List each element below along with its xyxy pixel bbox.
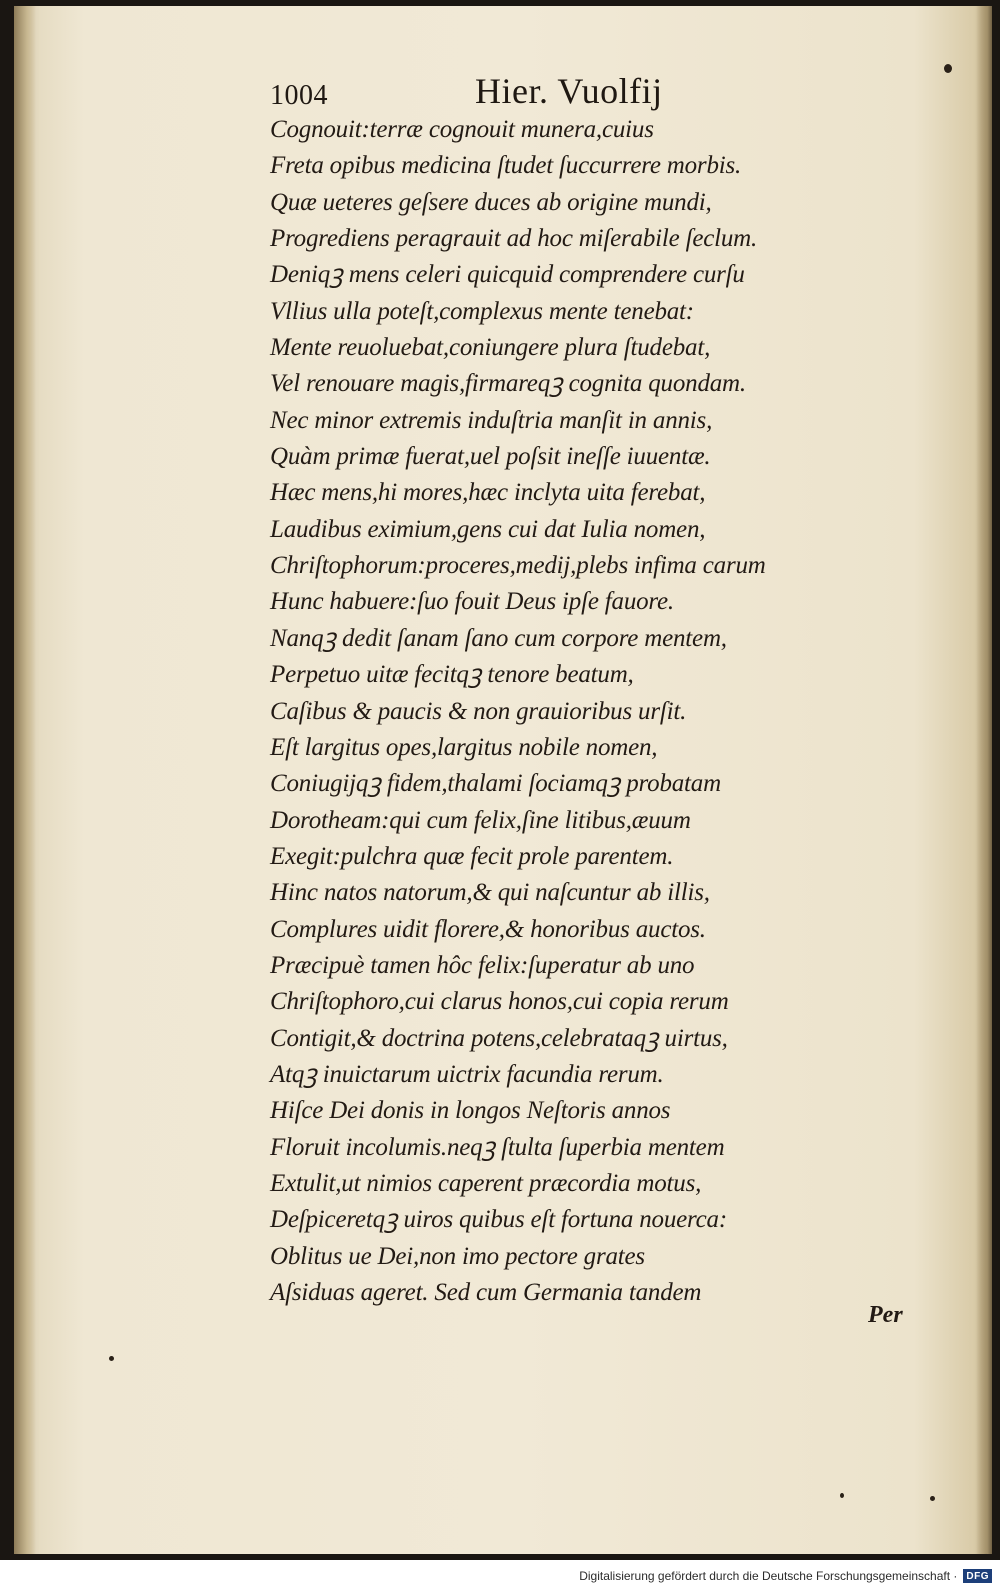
verse-line: Præcipuè tamen hôc felix:ſuperatur ab uno (270, 951, 695, 979)
verse-line: Dorotheam:qui cum felix,ſine litibus,æuum (270, 806, 691, 834)
ink-speck (944, 64, 952, 73)
verse-line: Quàm primæ fuerat,uel poſsit ineſſe iuuentæ. (270, 443, 711, 471)
verse-line: Hæc mens,hi mores,hæc inclyta uita ferebat, (270, 479, 706, 507)
verse-line: Freta opibus medicina ſtudet ſuccurrere morbis. (270, 152, 742, 180)
dfg-logo: DFG (963, 1569, 992, 1583)
verse-line: Contigit,& doctrina potens,celebrataqꝫ uirtus, (270, 1024, 728, 1052)
footer-credit-text: Digitalisierung gefördert durch die Deutsche Forschungsgemeinschaft · (579, 1569, 958, 1583)
verse-line: Hinc natos natorum,& qui naſcuntur ab illis, (270, 879, 710, 907)
verse-line: Nec minor extremis induſtria manſit in annis, (270, 406, 713, 434)
verse-line: Chriſtophoro,cui clarus honos,cui copia rerum (270, 988, 729, 1016)
footer-credit (579, 1566, 992, 1586)
ink-speck (930, 1496, 935, 1501)
verse-line: Oblitus ue Dei,non imo pectore grates (270, 1242, 645, 1270)
verse-line: Eſt largitus opes,largitus nobile nomen, (270, 733, 658, 761)
page-number: 1004 (270, 80, 328, 111)
verse-line: Perpetuo uitæ fecitqꝫ tenore beatum, (270, 661, 634, 689)
verse-line: Complures uidit florere,& honoribus auctos. (270, 915, 706, 943)
verse-line: Exegit:pulchra quæ fecit prole parentem. (270, 842, 674, 870)
verse-line: Quæ ueteres geſsere duces ab origine mundi, (270, 188, 712, 216)
ink-speck (109, 1356, 114, 1361)
verse-line: Caſibus & paucis & non grauioribus urſit. (270, 697, 687, 725)
page-header (270, 70, 690, 116)
verse-line: Mente reuoluebat,coniungere plura ſtudebat, (270, 334, 711, 362)
verse-line: Progrediens peragrauit ad hoc miſerabile ſeclum. (270, 225, 758, 253)
verse-line: Extulit,ut nimios caperent præcordia motus, (270, 1169, 702, 1197)
verse-line: Vel renouare magis,firmareqꝫ cognita quondam. (270, 370, 746, 398)
catchword: Per (868, 1302, 903, 1328)
ink-speck (840, 1493, 844, 1498)
verse-line: Hunc habuere:ſuo fouit Deus ipſe fauore. (270, 588, 674, 616)
verse-line: Nanqꝫ dedit ſanam ſano cum corpore mentem, (270, 624, 727, 652)
verse-line: Laudibus eximium,gens cui dat Iulia nomen, (270, 515, 706, 543)
verse-line: Floruit incolumis.neqꝫ ſtulta ſuperbia mentem (270, 1133, 725, 1161)
verse-line: Atqꝫ inuictarum uictrix facundia rerum. (270, 1060, 664, 1088)
verse-line: Vllius ulla poteſt,complexus mente tenebat: (270, 297, 694, 325)
verse-line: Aſsiduas ageret. Sed cum Germania tandem (270, 1279, 702, 1306)
verse-line: Deniqꝫ mens celeri quicquid comprendere curſu (270, 261, 745, 289)
verse-line: Cognouit:terræ cognouit munera,cuius (270, 116, 654, 143)
verse-line: Chriſtophorum:proceres,medij,plebs infima carum (270, 552, 766, 580)
verse-line: Deſpiceretqꝫ uiros quibus eſt fortuna nouerca: (270, 1206, 727, 1234)
running-head: Hier. Vuolfij (475, 71, 663, 111)
verse-line: Coniugijqꝫ fidem,thalami ſociamqꝫ probatam (270, 770, 721, 798)
verse-text (270, 112, 890, 1311)
verse-line: Hiſce Dei donis in longos Neſtoris annos (270, 1097, 671, 1125)
